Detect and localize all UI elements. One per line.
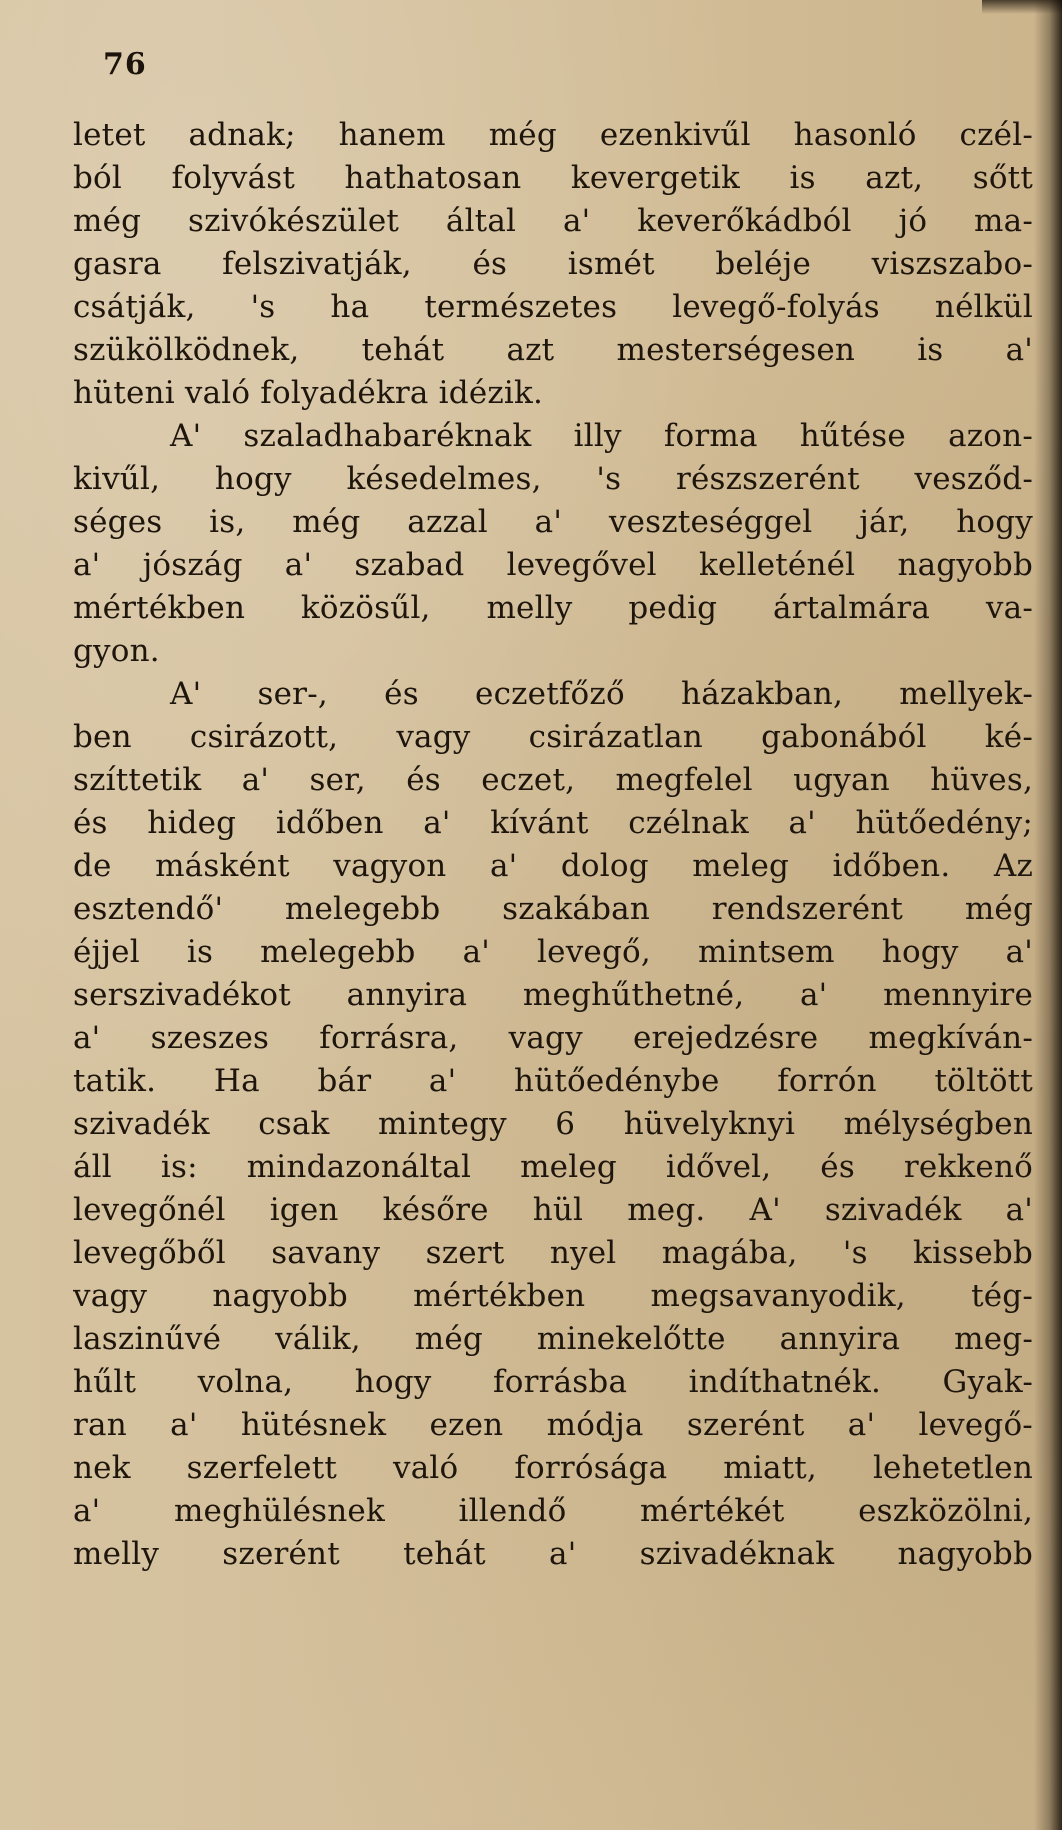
text-line: séges is, még azzal a' veszteséggel jár, hogy: [73, 504, 1033, 540]
text-line: a' meghülésnek illendő mértékét eszközölni,: [73, 1493, 1033, 1529]
text-line: éjjel is melegebb a' levegő, mintsem hogy a': [73, 934, 1033, 970]
text-line: laszinűvé válik, még minekelőtte annyira meg-: [73, 1321, 1033, 1357]
text-line: esztendő' melegebb szakában rendszerént még: [73, 891, 1033, 927]
text-line: hüteni való folyadékra idézik.: [73, 375, 544, 411]
text-line: hűlt volna, hogy forrásba indíthatnék. Gyak-: [73, 1364, 1033, 1400]
text-line: szivadék csak mintegy 6 hüvelyknyi mélységben: [73, 1106, 1033, 1142]
text-line: de másként vagyon a' dolog meleg időben. Az: [73, 848, 1033, 884]
text-line: szükölködnek, tehát azt mesterségesen is a': [73, 332, 1033, 368]
text-line: tatik. Ha bár a' hütőedénybe forrón töltött: [73, 1063, 1033, 1099]
text-line: serszivadékot annyira meghűthetné, a' mennyire: [73, 977, 1033, 1013]
text-line: levegőből savany szert nyel magába, 's kissebb: [73, 1235, 1033, 1271]
text-line: kivűl, hogy késedelmes, 's részszerént vesződ-: [73, 461, 1033, 497]
text-line: még szivókészület által a' keverőkádból jó ma-: [73, 203, 1033, 239]
text-line: ran a' hütésnek ezen módja szerént a' levegő-: [73, 1407, 1033, 1443]
text-line: letet adnak; hanem még ezenkivűl hasonló czél-: [73, 117, 1033, 153]
text-line: a' jószág a' szabad levegővel kelleténél nagyobb: [73, 547, 1033, 583]
text-line: áll is: mindazonáltal meleg idővel, és rekkenő: [73, 1149, 1033, 1185]
text-line: mértékben közösűl, melly pedig ártalmára va-: [73, 590, 1033, 626]
text-line: melly szerént tehát a' szivadéknak nagyobb: [73, 1536, 1033, 1572]
text-line: A' ser-, és eczetfőző házakban, mellyek-: [170, 676, 1033, 712]
text-line: vagy nagyobb mértékben megsavanyodik, tég-: [73, 1278, 1033, 1314]
text-line: ból folyvást hathatosan kevergetik is azt, sőtt: [73, 160, 1033, 196]
page-edge-shadow: [1034, 0, 1062, 1830]
text-line: gasra felszivatják, és ismét beléje viszszabo-: [73, 246, 1033, 282]
text-line: a' szeszes forrásra, vagy erejedzésre megkíván-: [73, 1020, 1033, 1056]
text-line: és hideg időben a' kívánt czélnak a' hütőedény;: [73, 805, 1033, 841]
text-line: levegőnél igen későre hül meg. A' szivadék a': [73, 1192, 1033, 1228]
body-text: [73, 114, 1033, 1576]
text-line: nek szerfelett való forrósága miatt, lehetetlen: [73, 1450, 1033, 1486]
text-line: csátják, 's ha természetes levegő-folyás nélkül: [73, 289, 1033, 325]
text-line: szíttetik a' ser, és eczet, megfelel ugyan hüves,: [73, 762, 1033, 798]
text-line: gyon.: [73, 633, 160, 669]
text-line: ben csirázott, vagy csirázatlan gabonából ké-: [73, 719, 1033, 755]
text-line: A' szaladhabaréknak illy forma hűtése azon-: [170, 418, 1033, 454]
page-number: 76: [103, 47, 147, 82]
